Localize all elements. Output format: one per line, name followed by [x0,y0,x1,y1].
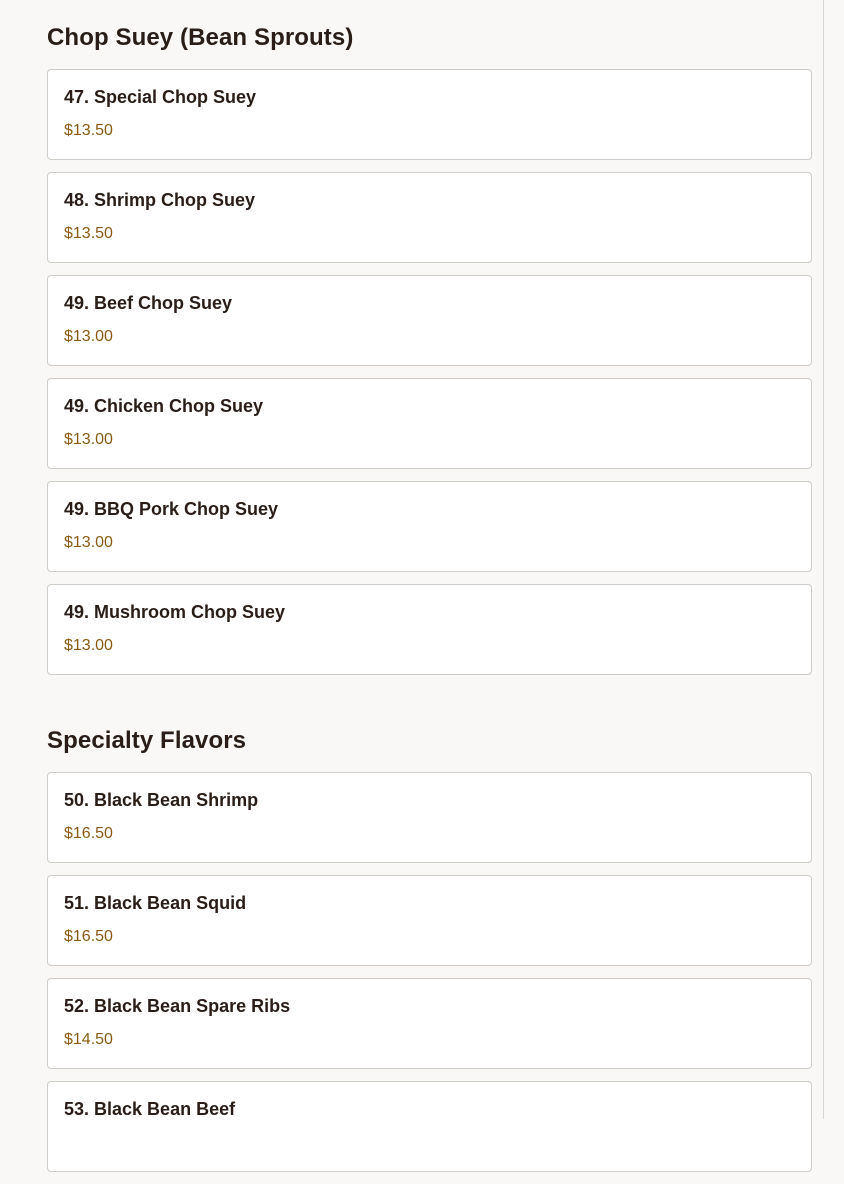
menu-item-price: $16.50 [64,825,113,842]
menu-item-name: 53. Black Bean Beef [64,1099,236,1119]
menu-item-name: 50. Black Bean Shrimp [64,790,259,810]
menu-item-card[interactable] [47,875,812,966]
item-list [47,772,812,1172]
menu-item-card[interactable] [47,69,812,160]
menu-list [47,0,812,1184]
menu-item-card[interactable] [47,772,812,863]
section-title: Specialty Flavors [47,727,247,754]
menu-item-card[interactable] [47,378,812,469]
menu-item-name: 48. Shrimp Chop Suey [64,190,256,210]
menu-item-card[interactable] [47,172,812,263]
menu-section-specialty-flavors [47,687,812,1172]
menu-item-card[interactable] [47,1081,812,1172]
menu-item-price: $13.00 [64,431,113,448]
section-title: Chop Suey (Bean Sprouts) [47,24,354,51]
menu-item-card[interactable] [47,275,812,366]
menu-item-price: $16.50 [64,928,113,945]
menu-item-price: $13.00 [64,328,113,345]
menu-item-name: 49. Chicken Chop Suey [64,396,264,416]
menu-item-name: 49. BBQ Pork Chop Suey [64,499,279,519]
menu-item-name: 52. Black Bean Spare Ribs [64,996,291,1016]
menu-section-chop-suey [47,0,812,675]
item-list [47,69,812,675]
menu-item-price: $14.50 [64,1031,113,1048]
menu-item-card[interactable] [47,978,812,1069]
menu-item-name: 49. Mushroom Chop Suey [64,602,286,622]
menu-item-name: 49. Beef Chop Suey [64,293,233,313]
menu-item-price: $13.50 [64,225,113,242]
menu-item-name: 47. Special Chop Suey [64,87,257,107]
scrollbar-edge [823,0,824,1119]
menu-item-card[interactable] [47,584,812,675]
menu-item-card[interactable] [47,481,812,572]
menu-item-price: $13.00 [64,637,113,654]
menu-item-price: $13.50 [64,122,113,139]
menu-item-name: 51. Black Bean Squid [64,893,247,913]
menu-item-price: $13.00 [64,534,113,551]
